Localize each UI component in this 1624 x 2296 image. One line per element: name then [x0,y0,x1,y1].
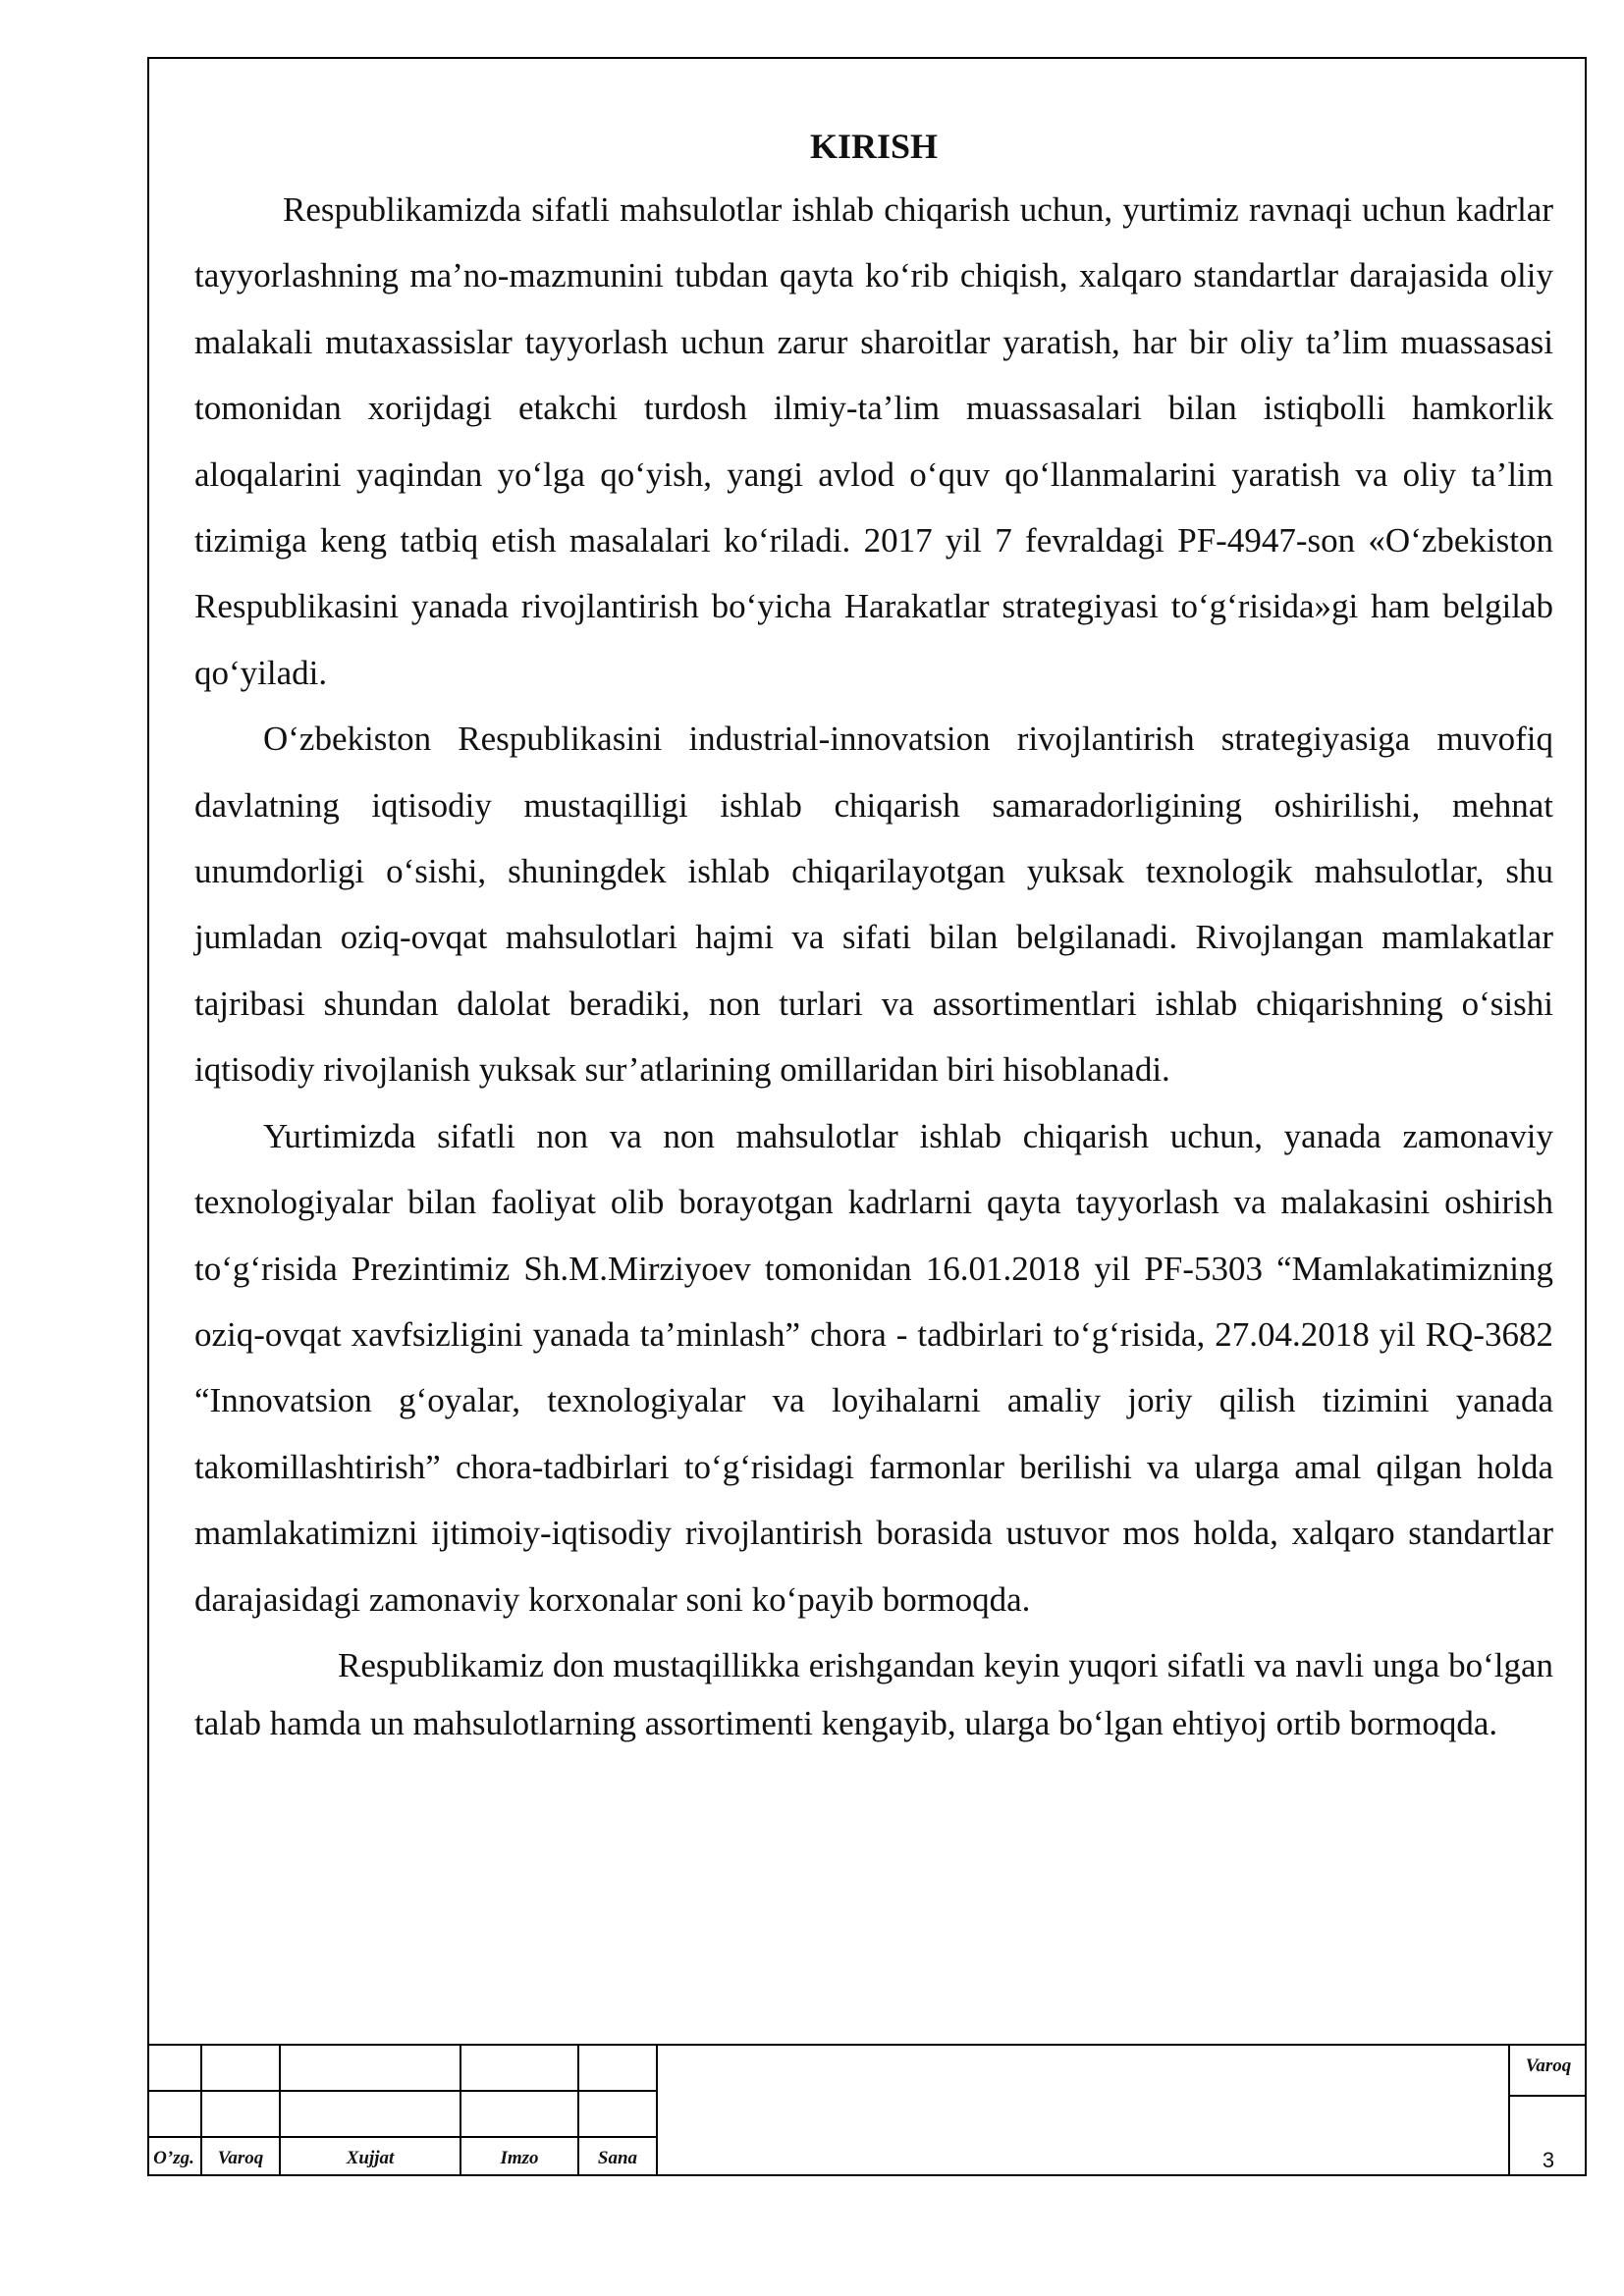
paragraph-3: Yurtimizda sifatli non va non mahsulotlar ishlab chiqarish uchun, yanada zamonaviy texnologiyalar bilan faoliyat olib borayotgan kadrlarni qayta tayyorlash va malakasini oshirish to‘g‘risida Prezintimiz Sh.M.Mirziyoev tomonidan 16.01.2018 yil PF-5303 “Mamlakatimizning oziq-ovqat xavfsizligini yanada ta’minlash” chora - tadbirlari to‘g‘risida, 27.04.2018 yil RQ-3682 “Innovatsion g‘oyalar, texnologiyalar va loyihalarni amaliy joriy qilish tizimini yanada takomillashtirish” chora-tadbirlari to‘g‘risidagi farmonlar berilishi va ularga amal qilgan holda mamlakatimizni ijtimoiy-iqtisodiy rivojlantirish borasida ustuvor mos holda, xalqaro standartlar darajasidagi zamonaviy korxonalar soni ko‘payib bormoqda. [194,1116,1553,1619]
title-block-divider [656,2046,658,2176]
title-block-rule [1508,2095,1587,2097]
paragraph-1: Respublikamizda sifatli mahsulotlar ishlab chiqarish uchun, yurtimiz ravnaqi uchun kadrlar tayyorlashning ma’no-mazmunini tubdan qayta ko‘rib chiqish, xalqaro standartlar darajasida oliy malakali mutaxassislar tayyorlash uchun zarur sharoitlar yaratish, har bir oliy ta’lim muassasasi tomonidan xorijdagi etakchi turdosh ilmiy-ta’lim muassasalari bilan istiqbolli hamkorlik aloqalarini yaqindan yo‘lga qo‘yish, yangi avlod o‘quv qo‘llanmalarini yaratish va oliy ta’lim tizimiga keng tatbiq etish masalalari ko‘riladi. 2017 yil 7 fevraldagi PF-4947-son «O‘zbekiston Respublikasini yanada rivojlantirish bo‘yicha Harakatlar strategiyasi to‘g‘risida»gi ham belgilab qo‘yiladi. [194,190,1553,692]
paragraph-4: Respublikamiz don mustaqillikka erishgandan keyin yuqori sifatli va navli unga bo‘lgan talab hamda un mahsulotlarning assortimenti kengayib, ularga bo‘lgan ehtiyoj ortib bormoqda. [194,1645,1553,1742]
sheet-label: Varoq [1525,2056,1572,2076]
paragraph-2: O‘zbekiston Respublikasini industrial-innovatsion rivojlantirish strategiyasiga muvofiq davlatning iqtisodiy mustaqilligi ishlab chiqarish samaradorligining oshirilishi, mehnat unumdorligi o‘sishi, shuningdek ishlab chiqarilayotgan yuksak texnologik mahsulotlar, shu jumladan oziq-ovqat mahsulotlari hajmi va sifati bilan belgilanadi. Rivojlangan mamlakatlar tajribasi shundan dalolat beradiki, non turlari va assortimentlari ishlab chiqarishning o‘sishi iqtisodiy rivojlanish yuksak sur’atlarining omillaridan biri hisoblanadi. [194,720,1553,1090]
page-number: 3 [1542,2148,1555,2172]
stamp-label-varoq: Varoq [217,2148,264,2168]
stamp-label-xujjat: Xujjat [346,2148,395,2168]
stamp-label-sana: Sana [597,2148,638,2168]
stamp-label-ozg: O’zg. [153,2148,194,2168]
title-block [147,2044,1587,2176]
document-body [194,116,1553,1752]
title-block-rule [147,2136,656,2138]
stamp-label-imzo: Imzo [500,2148,539,2168]
page-title: KIRISH [809,127,939,166]
title-block-rule [147,2090,656,2092]
